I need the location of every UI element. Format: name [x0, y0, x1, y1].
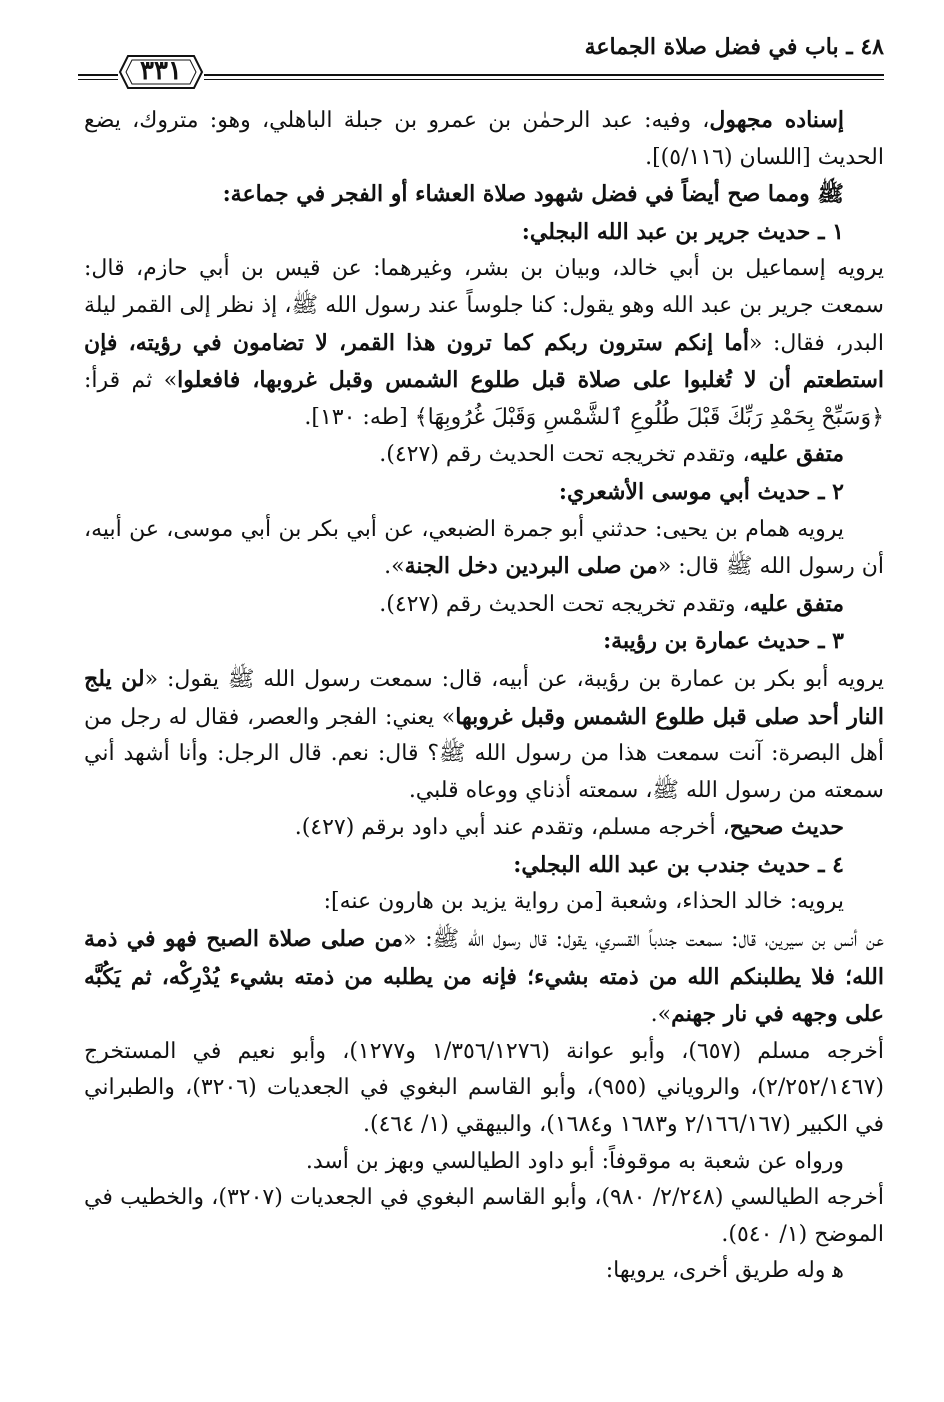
bold-text: متفق عليه: [749, 441, 844, 468]
bold-text: أما إنكم سترون ربكم كما ترون هذا القمر، لا تضامون في رؤيته، فإن استطعتم أن لا تُغلبوا على صلاة قبل طلوع الشمس وقبل غروبها، فافعلوا: [84, 329, 885, 394]
page-number: ٣٣١: [140, 56, 182, 86]
bold-text: ﷺ ومما صح أيضاً في فضل شهود صلاة العشاء أو الفجر في جماعة:: [222, 181, 844, 208]
paragraph: [84, 1253, 884, 1290]
text-run: ، أخرجه مسلم، وتقدم عند أبي داود برقم (٤٢٧).: [294, 815, 730, 841]
text-run: يرويه: خالد الحذاء، وشعبة [من رواية يزيد بن هارون عنه]:: [323, 889, 844, 915]
bold-text: ٤ ـ حديث جندب بن عبد الله البجلي:: [513, 851, 844, 878]
text-run: يرويه إسماعيل بن أبي خالد، وبيان بن بشر، وغيرهما: عن قيس بن أبي حازم، قال: سمعت جرير بن عبد الله وهو يقول: كنا جلوساً عند رسول الله ﷺ، إذ نظر إلى القمر ليلة البدر، فقال: «: [84, 256, 885, 356]
paragraph: [84, 436, 884, 474]
paragraph: [84, 809, 884, 847]
paragraph: [84, 586, 884, 624]
paragraph: [84, 102, 884, 176]
paragraph: [84, 661, 884, 809]
text-run: أخرجه الطيالسي (٢/٢٤٨/ ٩٨٠)، وأبو القاسم البغوي في الجعديات (٣٢٠٧)، والخطيب في الموضح (١/ ٥٤٠).: [84, 1185, 885, 1247]
paragraph: [84, 512, 884, 586]
text-run: أخرجه مسلم (٦٥٧)، وأبو عوانة (١/٣٥٦/١٢٧٦ و١٢٧٧)، وأبو نعيم في المستخرج (٢/٢٥٢/١٤٦٧)، والروياني (٩٥٥)، وأبو القاسم البغوي في الجعديات (٣٢٠٦)، والطبراني في الكبير (٢/١٦٦/١٦٧ و١٦٨٣ و١٦٨٤)، والبيهقي (١/ ٤٦٤).: [84, 1038, 884, 1138]
chapter-title: ٤٨ ـ باب في فضل صلاة الجماعة: [584, 34, 884, 60]
text-run: » ثم قرأ: ﴿وَسَبِّحْ بِحَمْدِ رَبِّكَ قَبْلَ طُلُوعِ ٱلشَّمْسِ وَقَبْلَ غُرُوبِهَا﴾ [طه: ١٣٠].: [84, 368, 884, 430]
bold-text: إسناده مجهول: [709, 107, 844, 133]
paragraph: [84, 214, 884, 252]
bold-text: لن يلج النار أحد صلى قبل طلوع الشمس وقبل غروبها: [84, 665, 884, 730]
paragraph: [84, 884, 884, 921]
text-run: عن أنس بن سيرين، قال: سمعت جندباً القسري، يقول: قال رسول الله ﷺ: «: [403, 927, 884, 953]
text-run: ».: [650, 1002, 672, 1028]
paragraph: [84, 1180, 884, 1253]
text-run: يرويه أبو بكر بن عمارة بن رؤيبة، عن أبيه، قال: سمعت رسول الله ﷺ يقول: «: [144, 666, 884, 692]
text-run: ﻫ وله طريق أخرى، يرويها:: [605, 1258, 844, 1284]
paragraph: [84, 176, 884, 214]
bold-text: متفق عليه: [749, 590, 844, 617]
bold-text: ٣ ـ حديث عمارة بن رؤيبة:: [603, 628, 844, 655]
bold-text: ٢ ـ حديث أبي موسى الأشعري:: [558, 478, 844, 505]
text-run: يرويه همام بن يحيى: حدثني أبو جمرة الضبعي، عن أبي بكر بن أبي موسى، عن أبيه، أن رسول الله ﷺ قال: «: [84, 516, 884, 580]
bold-text: من صلى البردين دخل الجنة: [404, 553, 658, 580]
text-run: » يعني: الفجر والعصر، فقال له رجل من أهل البصرة: آنت سمعت هذا من رسول الله ﷺ؟ قال: نعم. قال الرجل: وأنا أشهد أني سمعته من رسول الله ﷺ، سمعته أذناي ووعاه قلبي.: [84, 704, 884, 803]
paragraph: [84, 921, 884, 1034]
paragraph: [84, 251, 884, 436]
text-run: ورواه عن شعبة به موقوفاً: أبو داود الطيالسي وبهز بن أسد.: [305, 1148, 844, 1174]
paragraph: [84, 623, 884, 661]
text-run: ».: [384, 554, 405, 580]
text-run: ، وتقدم تخريجه تحت الحديث رقم (٤٢٧).: [379, 591, 750, 617]
page-number-badge: [118, 52, 204, 92]
bold-text: ١ ـ حديث جرير بن عبد الله البجلي:: [521, 218, 844, 245]
bold-text: من صلى صلاة الصبح فهو في ذمة الله؛ فلا يطلبنكم الله من ذمته بشيء؛ فإنه من يطلبه من ذمته بشيء يُدْرِكْه، ثم يَكُبَّه على وجهه في نار جهنم: [84, 926, 884, 1028]
bold-text: حديث صحيح: [729, 814, 844, 841]
paragraph: [84, 1034, 884, 1144]
page-body: [84, 102, 884, 1290]
paragraph: [84, 1144, 884, 1181]
text-run: ، وفيه: عبد الرحمٰن بن عمرو بن جبلة الباهلي، وهو: متروك، يضع الحديث [اللسان (٥/١١٦)].: [84, 108, 884, 170]
paragraph: [84, 847, 884, 885]
paragraph: [84, 474, 884, 512]
text-run: ، وتقدم تخريجه تحت الحديث رقم (٤٢٧).: [379, 442, 750, 468]
